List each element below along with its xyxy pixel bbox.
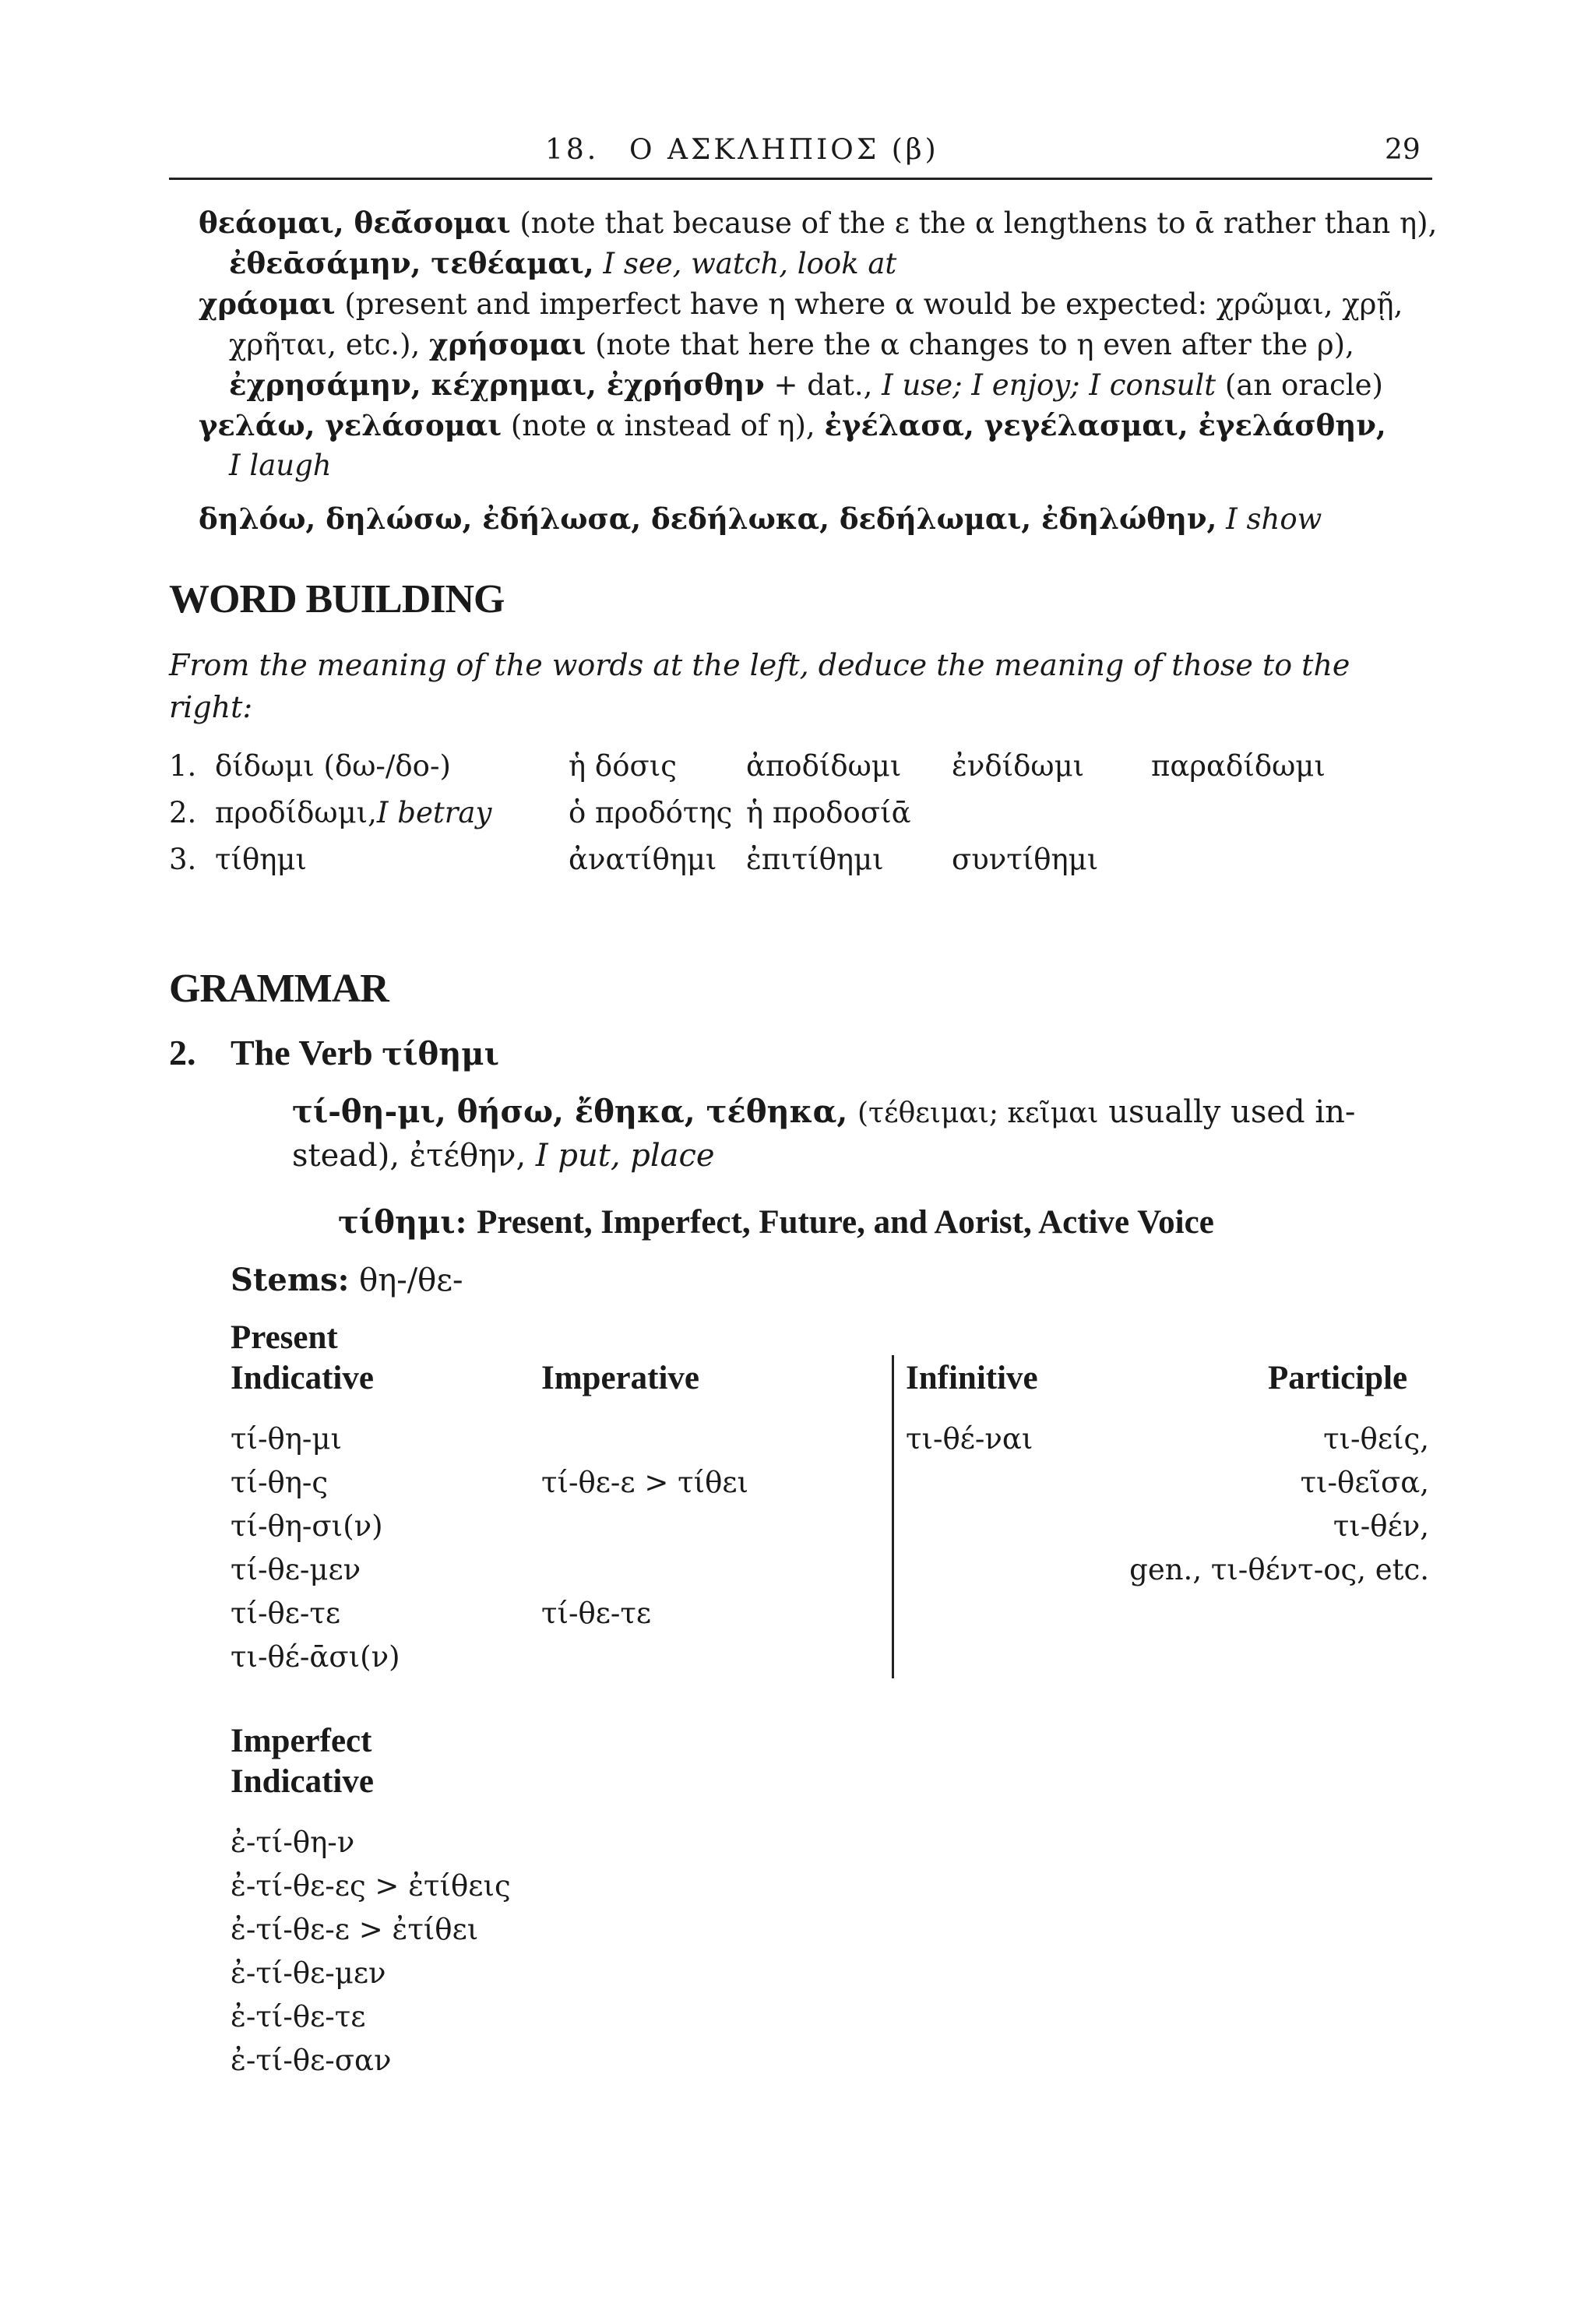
vocab-entry-theaomai-cont: ἐθεᾱσάμην, τεθέαμαι, I see, watch, look at xyxy=(229,246,897,280)
vocab-entry-deloo: δηλόω, δηλώσω, ἐδήλωσα, δεδήλωκα, δεδήλωμαι, ἐδηλώθην, I show xyxy=(199,502,1322,536)
wb-cell: ἐπιτίθημι xyxy=(746,843,884,876)
table-title: τίθημι: Present, Imperfect, Future, and Aorist, Active Voice xyxy=(338,1204,1214,1241)
infinitive-label: Infinitive xyxy=(906,1360,1038,1396)
word-building-instruction-cont: right: xyxy=(169,690,253,724)
participle-label: Participle xyxy=(1268,1360,1408,1396)
principal-parts: τί-θη-μι, θήσω, ἔθηκα, τέθηκα, (τέθειμαι; κεῖμαι usually used in- xyxy=(292,1093,1356,1130)
vocab-entry-chraomai-parts: ἐχρησάμην, κέχρημαι, ἐχρήσθην + dat., I use; I enjoy; I consult (an oracle) xyxy=(229,368,1383,402)
principal-parts-cont: stead), ἐτέθην, I put, place xyxy=(292,1138,715,1174)
present-form: τί-θη-ς xyxy=(231,1466,329,1499)
imperfect-form: ἐ-τί-θε-σαν xyxy=(231,2044,392,2077)
vocab-entry-chraomai: χράομαι (present and imperfect have η where α would be expected: χρῶμαι, χρῇ, xyxy=(199,287,1403,321)
present-form: τί-θη-μι xyxy=(231,1422,342,1456)
present-indicative-label: Indicative xyxy=(231,1360,374,1396)
wb-cell: ἡ δόσις xyxy=(569,749,677,783)
chapter-number: 18. xyxy=(545,134,600,166)
imperfect-form: ἐ-τί-θη-ν xyxy=(231,1826,355,1859)
wb-row-number: 3. xyxy=(169,843,197,876)
grammar-section-title: The Verb τίθημι xyxy=(231,1033,499,1072)
present-form: τι-θέ-ᾱσι(ν) xyxy=(231,1640,400,1674)
imperfect-label: Imperfect xyxy=(231,1723,372,1759)
vocab-entry-gelao: γελάω, γελάσομαι (note α instead of η), ἐγέλασα, γεγέλασμαι, ἐγελάσθην, xyxy=(199,408,1386,442)
present-form: τί-θε-μεν xyxy=(231,1553,361,1586)
wb-cell: ἡ προδοσίᾱ xyxy=(746,796,911,829)
wb-cell: ὁ προδότης xyxy=(569,796,733,829)
participle-form: gen., τι-θέντ-ος, etc. xyxy=(1129,1553,1429,1586)
chapter-title: Ο ΑΣΚΛΗΠΙΟΣ (β) xyxy=(629,134,939,166)
page-number: 29 xyxy=(1385,134,1421,166)
wb-row-number: 1. xyxy=(169,749,197,783)
imperative-form: τί-θε-τε xyxy=(541,1597,652,1630)
imperfect-form: ἐ-τί-θε-ες > ἐτίθεις xyxy=(231,1869,511,1903)
imperfect-form: ἐ-τί-θε-τε xyxy=(231,2000,366,2034)
participle-form: τι-θέν, xyxy=(1333,1509,1429,1543)
word-building-heading: WORD BUILDING xyxy=(169,577,505,621)
vocab-entry-theaomai: θεάομαι, θεᾱ́σομαι (note that because of the ε the α lengthens to ᾱ rather than η), xyxy=(199,206,1438,240)
present-form: τί-θη-σι(ν) xyxy=(231,1509,383,1543)
column-divider xyxy=(892,1355,894,1678)
participle-form: τι-θείς, xyxy=(1323,1422,1429,1456)
imperfect-indicative-label: Indicative xyxy=(231,1763,374,1800)
wb-cell: συντίθημι xyxy=(952,843,1099,876)
header-rule xyxy=(169,178,1432,180)
imperfect-form: ἐ-τί-θε-μεν xyxy=(231,1956,386,1990)
wb-row-number: 2. xyxy=(169,796,197,829)
participle-form: τι-θεῖσα, xyxy=(1300,1466,1429,1499)
word-building-instruction: From the meaning of the words at the left, deduce the meaning of those to the xyxy=(169,648,1350,682)
wb-cell: δίδωμι (δω-/δο-) xyxy=(215,749,451,783)
imperative-form: τί-θε-ε > τίθει xyxy=(541,1466,749,1499)
wb-cell: παραδίδωμι xyxy=(1151,749,1326,783)
vocab-entry-gelao-gloss: I laugh xyxy=(229,449,332,482)
grammar-heading: GRAMMAR xyxy=(169,967,389,1011)
infinitive-form: τι-θέ-ναι xyxy=(906,1422,1033,1456)
wb-cell: τίθημι xyxy=(215,843,307,876)
grammar-section-number: 2. xyxy=(169,1033,196,1072)
imperfect-form: ἐ-τί-θε-ε > ἐτίθει xyxy=(231,1913,479,1946)
wb-cell: ἐνδίδωμι xyxy=(952,749,1085,783)
wb-cell: ἀνατίθημι xyxy=(569,843,717,876)
imperative-label: Imperative xyxy=(541,1360,699,1396)
wb-cell: προδίδωμι,I betray xyxy=(215,796,492,829)
present-label: Present xyxy=(231,1319,338,1356)
wb-cell: ἀποδίδωμι xyxy=(746,749,902,783)
vocab-entry-chraomai-cont: χρῆται, etc.), χρήσομαι (note that here the α changes to η even after the ρ), xyxy=(229,327,1354,361)
present-form: τί-θε-τε xyxy=(231,1597,341,1630)
stems-line: Stems: θη-/θε- xyxy=(231,1262,463,1298)
